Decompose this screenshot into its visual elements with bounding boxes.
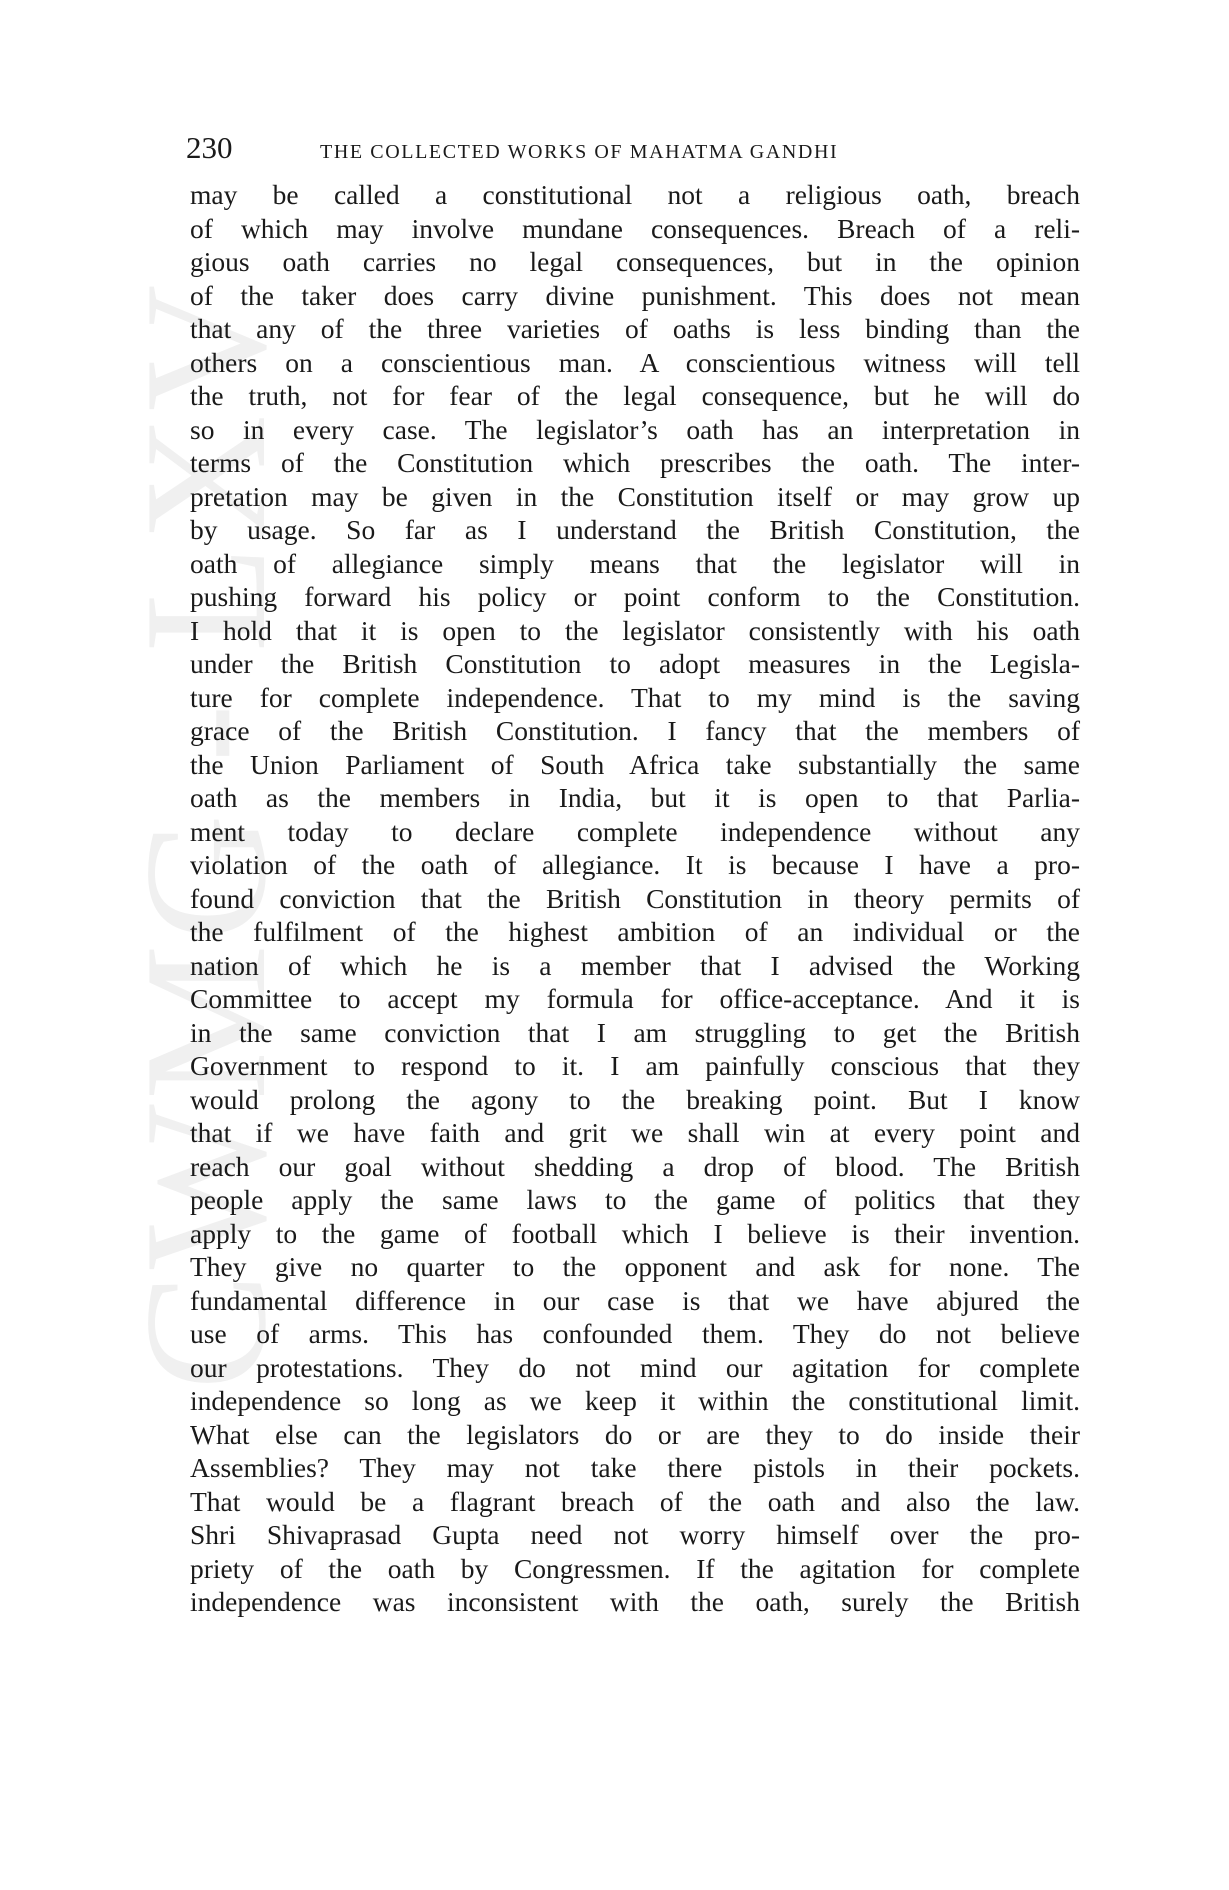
text-line: reach our goal without shedding a drop of blood. The British	[190, 1150, 1080, 1182]
text-line: that if we have faith and grit we shall win at every point and	[190, 1117, 1080, 1148]
page-header	[186, 128, 1076, 168]
text-line: may be called a constitutional not a religious oath, breach	[190, 179, 1080, 210]
text-line: independence was inconsistent with the oath, surely the British	[190, 1586, 1080, 1617]
text-line: grace of the British Constitution. I fancy that the members of	[190, 715, 1080, 746]
text-line: found conviction that the British Constitution in theory permits of	[190, 882, 1080, 914]
text-line: oath as the members in India, but it is open to that Parlia-	[190, 782, 1080, 813]
body-text	[190, 178, 1080, 1619]
text-line: others on a conscientious man. A conscientious witness will tell	[190, 346, 1080, 378]
text-line: Government to respond to it. I am painfully conscious that they	[190, 1050, 1080, 1081]
text-line: gious oath carries no legal consequences, but in the opinion	[190, 246, 1080, 277]
text-line: oath of allegiance simply means that the legislator will in	[190, 547, 1080, 579]
text-line: would prolong the agony to the breaking point. But I know	[190, 1083, 1080, 1115]
running-head: THE COLLECTED WORKS OF MAHATMA GANDHI	[320, 141, 839, 163]
text-line: use of arms. This has confounded them. They do not believe	[190, 1318, 1080, 1349]
page-number: 230	[186, 130, 233, 165]
text-line: Shri Shivaprasad Gupta need not worry himself over the pro-	[190, 1519, 1080, 1550]
text-line: the Union Parliament of South Africa take substantially the same	[190, 748, 1080, 780]
text-line: independence so long as we keep it within the constitutional limit.	[190, 1385, 1080, 1416]
text-line: so in every case. The legislator’s oath has an interpretation in	[190, 413, 1080, 445]
text-line: That would be a flagrant breach of the oath and also the law.	[190, 1485, 1080, 1517]
text-line: pushing forward his policy or point conform to the Constitution.	[190, 581, 1080, 612]
text-line: violation of the oath of allegiance. It is because I have a pro-	[190, 849, 1080, 880]
text-line: fundamental difference in our case is that we have abjured the	[190, 1284, 1080, 1316]
text-line: priety of the oath by Congressmen. If the agitation for complete	[190, 1552, 1080, 1584]
text-line: the truth, not for fear of the legal consequence, but he will do	[190, 380, 1080, 411]
text-line: of which may involve mundane consequences. Breach of a reli-	[190, 212, 1080, 244]
text-line: apply to the game of football which I believe is their invention.	[190, 1217, 1080, 1249]
text-line: ture for complete independence. That to my mind is the saving	[190, 681, 1080, 713]
text-line: the fulfilment of the highest ambition of an individual or the	[190, 916, 1080, 947]
text-line: nation of which he is a member that I advised the Working	[190, 949, 1080, 981]
text-line: Assemblies? They may not take there pistols in their pockets.	[190, 1452, 1080, 1483]
text-line: I hold that it is open to the legislator consistently with his oath	[190, 614, 1080, 646]
text-line: pretation may be given in the Constitution itself or may grow up	[190, 480, 1080, 512]
text-line: in the same conviction that I am struggling to get the British	[190, 1016, 1080, 1048]
text-line: people apply the same laws to the game of politics that they	[190, 1184, 1080, 1215]
text-line: Committee to accept my formula for office-acceptance. And it is	[190, 983, 1080, 1014]
text-line: under the British Constitution to adopt measures in the Legisla-	[190, 648, 1080, 679]
text-line: ment today to declare complete independence without any	[190, 815, 1080, 847]
text-line: of the taker does carry divine punishment. This does not mean	[190, 279, 1080, 311]
watermark: CWMG - LXV	[108, 280, 302, 1390]
text-line: terms of the Constitution which prescribes the oath. The inter-	[190, 447, 1080, 478]
text-line: by usage. So far as I understand the British Constitution, the	[190, 514, 1080, 545]
text-line: our protestations. They do not mind our agitation for complete	[190, 1351, 1080, 1383]
text-line: What else can the legislators do or are they to do inside their	[190, 1418, 1080, 1450]
text-line: that any of the three varieties of oaths is less binding than the	[190, 313, 1080, 344]
text-line: They give no quarter to the opponent and ask for none. The	[190, 1251, 1080, 1282]
